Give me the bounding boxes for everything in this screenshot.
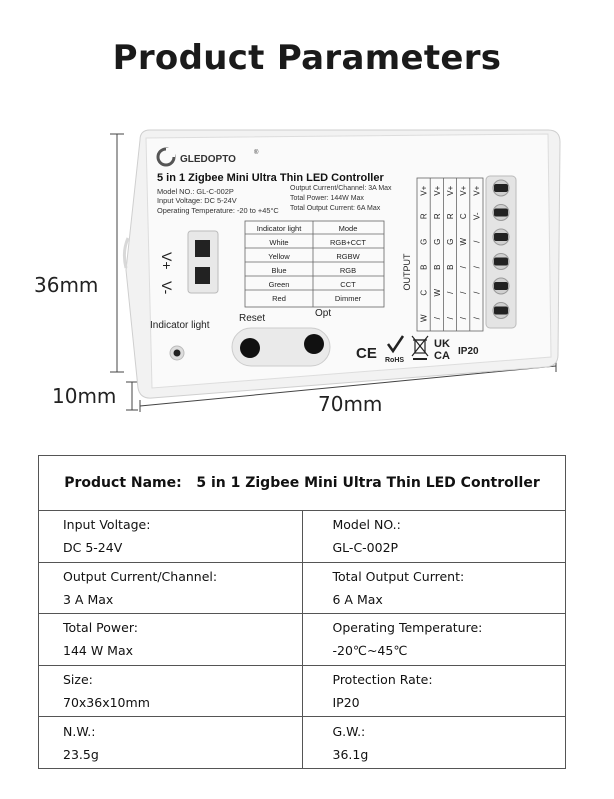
terminal-slot (494, 282, 508, 290)
output-grid-cell: B (446, 264, 455, 270)
spec-label: N.W.: (63, 723, 96, 739)
spec-row (39, 511, 566, 563)
spec-label: Total Output Current: (332, 568, 465, 584)
spec-row (39, 614, 566, 666)
spec-label: G.W.: (332, 723, 366, 739)
spec-value: 23.5g (63, 746, 99, 762)
indicator-table-cell: RGB+CCT (329, 238, 367, 247)
output-grid-cell: W (432, 288, 442, 297)
spec-value: 144 W Max (63, 643, 134, 659)
brand-name: GLEDOPTO (180, 154, 236, 165)
spec-row (39, 665, 566, 717)
product-name-cell (39, 456, 566, 511)
spec-value: 6 A Max (332, 591, 383, 607)
spec-cell (302, 614, 566, 666)
spec-value: GL-C-002P (332, 540, 399, 556)
device-power-line: Total Power: 144W Max (290, 195, 364, 202)
v-minus-label: V- (159, 281, 175, 295)
output-grid-cell: R (446, 213, 455, 220)
output-grid-cell: V+ (459, 185, 469, 196)
output-grid-cell: R (419, 213, 429, 220)
width-dimension-label: 70mm (318, 392, 383, 416)
depth-dimension-label: 10mm (52, 384, 117, 408)
device-temp-line: Operating Temperature: -20 to +45°C (157, 206, 279, 215)
indicator-table-cell: Dimmer (334, 294, 362, 303)
height-dimension-label: 36mm (34, 273, 99, 297)
spec-cell (302, 717, 566, 769)
product-name-value: 5 in 1 Zigbee Mini Ultra Thin LED Controller (196, 475, 540, 491)
output-grid-cell: V+ (432, 185, 442, 196)
v-plus-label: V+ (159, 252, 175, 270)
terminal-slot (494, 209, 508, 217)
spec-label: Size: (63, 672, 93, 688)
reset-button[interactable] (240, 338, 260, 358)
output-grid-cell: B (419, 264, 429, 270)
page-title: Product Parameters (112, 38, 502, 78)
ce-mark: CE (356, 345, 377, 362)
indicator-table-cell: RGBW (336, 252, 360, 261)
indicator-table-cell: Indicator light (256, 224, 302, 233)
output-grid-cell: G (446, 238, 455, 245)
indicator-table-cell: Mode (338, 224, 358, 233)
device-input-line: Input Voltage: DC 5-24V (157, 196, 237, 205)
output-grid-cell: W (419, 314, 429, 323)
device-total-current-line: Total Output Current: 6A Max (290, 205, 381, 212)
indicator-table-cell: Yellow (268, 252, 290, 261)
output-grid-cell: C (419, 289, 429, 296)
spec-label: Model NO.: (332, 517, 401, 533)
spec-value: 36.1g (332, 746, 369, 762)
device-current-line: Output Current/Channel: 3A Max (290, 185, 392, 192)
spec-row (39, 562, 566, 614)
spec-cell (302, 665, 566, 717)
indicator-table-cell: White (269, 238, 289, 247)
product-name-row (39, 456, 566, 511)
output-grid-cell: / (459, 317, 469, 320)
indicator-table-cell: RGB (339, 266, 357, 275)
spec-cell (39, 717, 303, 769)
registered-mark: ® (254, 150, 259, 156)
spec-label: Operating Temperature: (332, 620, 483, 636)
output-grid-cell: C (459, 213, 469, 220)
spec-cell (39, 665, 303, 717)
opt-label: Opt (315, 308, 332, 319)
output-grid-cell: V+ (472, 185, 482, 196)
output-grid-cell: / (459, 266, 469, 269)
spec-value: -20℃~45℃ (332, 643, 408, 659)
spec-label: Output Current/Channel: (63, 568, 218, 584)
output-grid-cell: / (459, 291, 469, 294)
output-grid-cell: G (419, 238, 429, 245)
spec-cell (39, 511, 303, 563)
output-grid-cell: / (472, 266, 482, 269)
ip-rating-mark: IP20 (458, 346, 479, 357)
spec-label: Total Power: (63, 620, 138, 636)
output-grid-cell: V+ (446, 185, 455, 196)
output-grid-cell: / (446, 317, 455, 320)
device-model-line: Model NO.: GL-C-002P (157, 187, 234, 196)
output-grid-cell: / (472, 291, 482, 294)
output-grid-cell: / (446, 291, 455, 294)
output-grid-cell: B (432, 264, 442, 270)
terminal-slot (494, 258, 508, 266)
spec-label: Protection Rate: (332, 672, 433, 688)
output-label: OUTPUT (402, 253, 412, 291)
power-input-slot-negative (195, 267, 210, 284)
terminal-slot (494, 184, 508, 192)
output-grid-cell: R (432, 213, 442, 220)
terminal-slot (494, 307, 508, 315)
output-grid-cell: V+ (419, 185, 429, 196)
product-name-label: Product Name: (64, 475, 182, 491)
output-grid-cell: / (432, 317, 442, 320)
spec-cell (39, 562, 303, 614)
ukca-mark-bottom: CA (434, 350, 450, 362)
output-grid-cell: V- (472, 212, 482, 221)
opt-button[interactable] (304, 334, 324, 354)
indicator-light-label: Indicator light (150, 320, 210, 331)
indicator-table-cell: Green (268, 280, 290, 289)
output-grid-cell: / (472, 317, 482, 320)
indicator-light-lens (174, 350, 181, 357)
output-grid-cell: / (472, 240, 482, 243)
spec-value: DC 5-24V (63, 540, 123, 556)
spec-cell (39, 614, 303, 666)
output-grid-cell: W (459, 237, 469, 246)
specifications-table (38, 455, 566, 769)
spec-cell (302, 562, 566, 614)
power-input-slot-positive (195, 240, 210, 257)
rohs-mark: RoHS (385, 357, 405, 364)
indicator-table-cell: Blue (271, 266, 287, 275)
reset-label: Reset (239, 313, 266, 324)
indicator-table-cell: CCT (340, 280, 356, 289)
spec-row (39, 717, 566, 769)
spec-cell (302, 511, 566, 563)
ukca-mark-top: UK (434, 338, 450, 350)
spec-value: IP20 (332, 695, 360, 711)
terminal-slot (494, 233, 508, 241)
spec-label: Input Voltage: (63, 517, 151, 533)
output-grid-cell: G (432, 238, 442, 245)
spec-value: 3 A Max (63, 591, 114, 607)
spec-value: 70x36x10mm (63, 695, 150, 711)
device-product-title: 5 in 1 Zigbee Mini Ultra Thin LED Controller (157, 172, 384, 184)
indicator-table-cell: Red (272, 294, 286, 303)
